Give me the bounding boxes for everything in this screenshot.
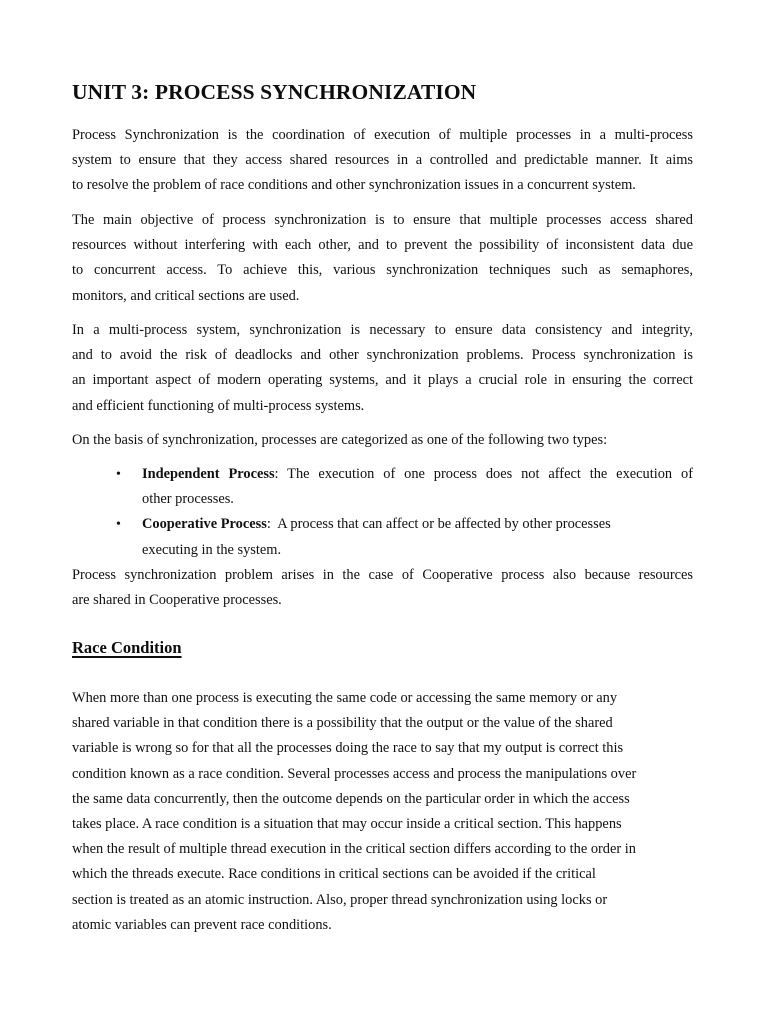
list-item-independent-process — [72, 462, 693, 512]
text-line: the same data concurrently, then the outcome depends on the particular order in which the access — [72, 790, 630, 807]
term-label: Cooperative Process — [142, 516, 267, 533]
intro-paragraph — [72, 123, 693, 199]
list-item-cooperative-process — [72, 512, 693, 562]
term-description: A process that can affect or be affected by other processes — [270, 516, 611, 533]
term-separator: : — [274, 466, 279, 482]
objective-paragraph — [72, 208, 693, 309]
page-title: UNIT 3: PROCESS SYNCHRONIZATION — [72, 80, 477, 104]
text-line: an important aspect of modern operating systems, and it plays a crucial role in ensuring the correct — [72, 372, 693, 389]
text-line: condition known as a race condition. Several processes access and process the manipulations over — [72, 765, 637, 782]
process-types-list — [72, 462, 693, 563]
term-label: Independent Process — [142, 466, 275, 482]
text-line: The main objective of process synchronization is to ensure that multiple processes access shared — [72, 212, 693, 228]
text-line: section is treated as an atomic instruction. Also, proper thread synchronization using locks or — [72, 891, 608, 908]
text-line: and to avoid the risk of deadlocks and other synchronization problems. Process synchronization is — [72, 347, 693, 364]
section-heading-race-condition: Race Condition — [72, 638, 182, 657]
text-line: and efficient functioning of multi-process systems. — [72, 397, 365, 414]
necessity-paragraph — [72, 318, 693, 419]
term-separator: : — [266, 516, 271, 533]
text-line: which the threads execute. Race conditions in critical sections can be avoided if the critical — [72, 866, 596, 883]
text-line: monitors, and critical sections are used. — [72, 287, 300, 304]
text-line: to resolve the problem of race conditions and other synchronization issues in a concurrent system. — [72, 177, 636, 194]
text-line: takes place. A race condition is a situation that may occur inside a critical section. This happens — [72, 815, 622, 832]
text-line: are shared in Cooperative processes. — [72, 592, 282, 609]
text-line: executing in the system. — [142, 541, 282, 558]
bullet-icon: • — [116, 517, 121, 533]
text-line: Process synchronization problem arises in the case of Cooperative process also because resources — [72, 567, 693, 583]
term-description: The execution of one process does not affect the execution of — [278, 466, 693, 482]
text-line — [142, 462, 693, 487]
categories-intro — [72, 428, 693, 453]
text-line: When more than one process is executing the same code or accessing the same memory or any — [72, 690, 618, 706]
text-line: to concurrent access. To achieve this, various synchronization techniques such as semaphores, — [72, 262, 693, 279]
problem-paragraph — [72, 563, 693, 613]
text-line: when the result of multiple thread execution in the critical section differs according to the order in — [72, 841, 636, 858]
text-line: On the basis of synchronization, processes are categorized as one of the following two types: — [72, 432, 608, 448]
text-line: variable is wrong so for that all the processes doing the race to say that my output is correct this — [72, 740, 624, 757]
text-line: system to ensure that they access shared resources in a controlled and predictable manner. It aims — [72, 152, 693, 169]
text-line: Process Synchronization is the coordination of execution of multiple processes in a multi-process — [72, 127, 693, 143]
bullet-icon: • — [116, 467, 121, 482]
text-line: shared variable in that condition there is a possibility that the output or the value of the shared — [72, 715, 613, 732]
text-line — [142, 512, 693, 537]
text-line: resources without interfering with each other, and to prevent the possibility of inconsistent data due — [72, 237, 693, 254]
text-line: atomic variables can prevent race conditions. — [72, 916, 332, 933]
text-line: other processes. — [142, 491, 234, 508]
race-condition-paragraph — [72, 686, 693, 938]
text-line: In a multi-process system, synchronization is necessary to ensure data consistency and integrity, — [72, 322, 693, 338]
